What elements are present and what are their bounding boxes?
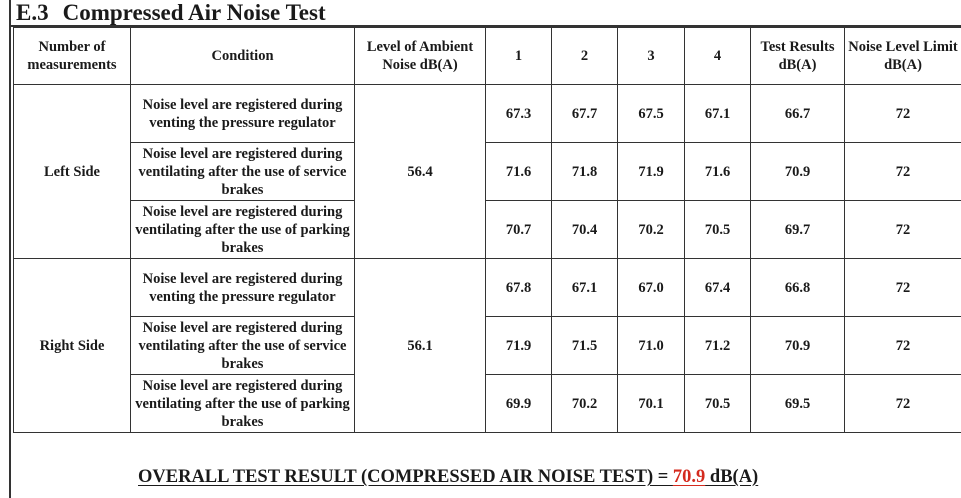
table-row (14, 317, 961, 375)
measurement-cell: 71.9 (618, 143, 685, 201)
measurement-cell: 67.1 (552, 259, 618, 317)
noise-test-table (13, 27, 961, 433)
measurement-cell: 70.1 (618, 375, 685, 433)
side-label-left: Left Side (14, 85, 131, 259)
measurement-cell: 70.2 (618, 201, 685, 259)
condition-cell: Noise level are registered during venting the pressure regulator (131, 85, 355, 143)
limit-cell: 72 (845, 317, 961, 375)
measurement-cell: 70.4 (552, 201, 618, 259)
ambient-noise-left: 56.4 (355, 85, 486, 259)
side-label-right: Right Side (14, 259, 131, 433)
result-cell: 66.8 (751, 259, 845, 317)
condition-cell: Noise level are registered during venting the pressure regulator (131, 259, 355, 317)
table-row (14, 259, 961, 317)
limit-cell: 72 (845, 201, 961, 259)
header-measurement-3: 3 (618, 28, 685, 85)
result-cell: 70.9 (751, 317, 845, 375)
measurement-cell: 67.0 (618, 259, 685, 317)
measurement-cell: 71.0 (618, 317, 685, 375)
measurement-cell: 67.3 (486, 85, 552, 143)
measurement-cell: 71.6 (685, 143, 751, 201)
header-test-results: Test Results dB(A) (751, 28, 845, 85)
table-row (14, 85, 961, 143)
section-number: E.3 (16, 0, 49, 25)
measurement-cell: 71.8 (552, 143, 618, 201)
result-cell: 69.7 (751, 201, 845, 259)
measurement-cell: 67.4 (685, 259, 751, 317)
measurement-cell: 69.9 (486, 375, 552, 433)
header-measurement-2: 2 (552, 28, 618, 85)
overall-result-value: 70.9 (672, 467, 706, 487)
condition-cell: Noise level are registered during ventilating after the use of parking brakes (131, 201, 355, 259)
measurement-cell: 71.9 (486, 317, 552, 375)
condition-cell: Noise level are registered during ventilating after the use of service brakes (131, 317, 355, 375)
table-row (14, 375, 961, 433)
ambient-noise-right: 56.1 (355, 259, 486, 433)
header-row (14, 28, 961, 85)
header-condition: Condition (131, 28, 355, 85)
measurement-cell: 67.7 (552, 85, 618, 143)
section-title (16, 0, 326, 26)
condition-cell: Noise level are registered during ventilating after the use of service brakes (131, 143, 355, 201)
overall-result-prefix: OVERALL TEST RESULT (COMPRESSED AIR NOISE TEST) = (138, 467, 673, 487)
table-row (14, 201, 961, 259)
measurement-cell: 70.2 (552, 375, 618, 433)
measurement-cell: 67.5 (618, 85, 685, 143)
measurement-cell: 67.1 (685, 85, 751, 143)
limit-cell: 72 (845, 259, 961, 317)
measurement-cell: 70.5 (685, 375, 751, 433)
header-measurement-4: 4 (685, 28, 751, 85)
header-measurement-1: 1 (486, 28, 552, 85)
measurement-cell: 71.6 (486, 143, 552, 201)
header-measurements: Number of measurements (14, 28, 131, 85)
limit-cell: 72 (845, 85, 961, 143)
header-noise-limit: Noise Level Limit dB(A) (845, 28, 961, 85)
measurement-cell: 70.7 (486, 201, 552, 259)
limit-cell: 72 (845, 375, 961, 433)
measurement-cell: 67.8 (486, 259, 552, 317)
condition-cell: Noise level are registered during ventilating after the use of parking brakes (131, 375, 355, 433)
measurement-cell: 70.5 (685, 201, 751, 259)
section-title-text: Compressed Air Noise Test (62, 0, 326, 25)
measurement-cell: 71.2 (685, 317, 751, 375)
result-cell: 69.5 (751, 375, 845, 433)
result-cell: 66.7 (751, 85, 845, 143)
table-row (14, 143, 961, 201)
measurement-cell: 71.5 (552, 317, 618, 375)
result-cell: 70.9 (751, 143, 845, 201)
limit-cell: 72 (845, 143, 961, 201)
overall-result-unit: dB(A) (705, 467, 759, 487)
page-left-border (9, 0, 11, 498)
overall-test-result (138, 464, 758, 490)
header-ambient-noise: Level of Ambient Noise dB(A) (355, 28, 486, 85)
